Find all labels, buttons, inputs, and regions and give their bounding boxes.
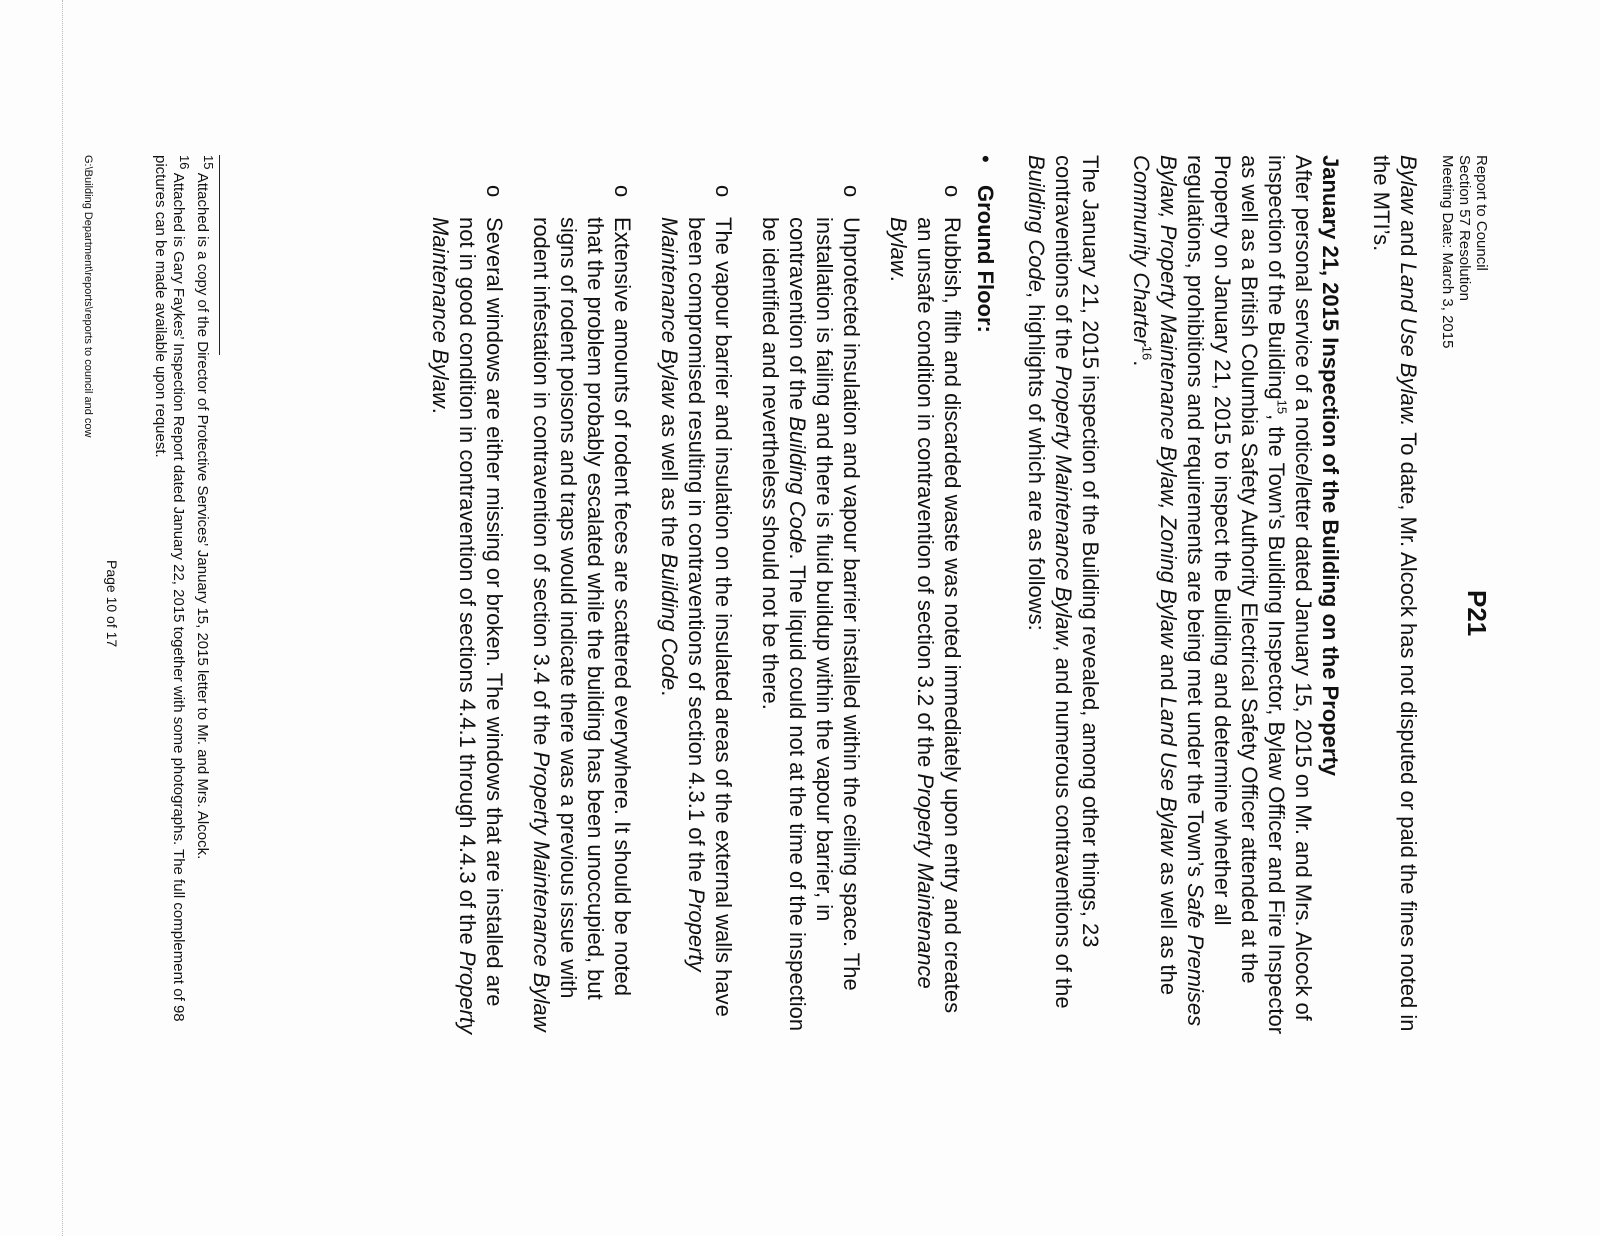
ground-floor-bullet bbox=[972, 155, 999, 1035]
list-item-text bbox=[427, 217, 508, 1035]
page-number: Page 10 of 17 bbox=[104, 560, 120, 648]
header-line-meeting-date: Meeting Date: March 3, 2015 bbox=[1439, 155, 1456, 349]
item-text: Rubbish, filth and discarded waste was noted immediately upon entry and creates an unsafe condition in contravention of section 3.2 of the bbox=[913, 217, 965, 1014]
charter-ref: Community Charter bbox=[1129, 155, 1154, 346]
header-line-section: Section 57 Resolution bbox=[1456, 155, 1473, 301]
bylaw-ref: Property Maintenance Bylaw bbox=[1051, 365, 1076, 646]
report-header bbox=[1439, 155, 1490, 348]
footnote-16 bbox=[151, 155, 192, 1035]
list-item-text bbox=[528, 217, 636, 1035]
sub-bullet-icon: o bbox=[940, 185, 965, 198]
document-body bbox=[407, 155, 1422, 1035]
footnote-text: Attached is Gary Faykes’ Inspection Report dated January 22, 2015 together with some photographs. The full complement of 98 pictures can be made available upon request. bbox=[152, 155, 187, 1022]
bylaw-ref: Land Use Bylaw bbox=[1156, 696, 1181, 856]
item-text: . The liquid could not at the time of the inspection be identified and nevertheless should not be there. bbox=[758, 217, 810, 1032]
sub-bullet-icon: o bbox=[839, 185, 864, 198]
ground-floor-title: Ground Floor: bbox=[973, 185, 998, 333]
item-text: as well as the bbox=[657, 407, 682, 554]
item-text: Unprotected insulation and vapour barrier installed within the ceiling space. The installation is failing and there is fluid buildup within the vapour barrier, in contravention of the bbox=[785, 217, 864, 991]
list-item-text bbox=[656, 217, 737, 1035]
code-ref: Building Code bbox=[1024, 155, 1049, 292]
paragraph-text: , highlights of which are as follows: bbox=[1024, 291, 1049, 631]
footnote-divider bbox=[219, 155, 220, 355]
list-item bbox=[528, 185, 636, 1035]
section-paragraph bbox=[1128, 155, 1344, 1035]
footnote-15 bbox=[193, 155, 216, 1035]
footnote-ref-16: 16 bbox=[1139, 345, 1155, 361]
file-path: G:\Building Department\reports\reports to council and cow bbox=[82, 155, 94, 438]
item-text: . bbox=[428, 407, 453, 414]
paragraph-text: After personal service of a notice/letter dated January 15, 2015 on Mr. and Mrs. Alcock of inspection of the Building bbox=[1264, 155, 1316, 1021]
footnotes bbox=[145, 155, 220, 1035]
item-text: Extensive amounts of rodent feces are scattered everywhere. It should be noted that the problem probably escalated while the building has been unoccupied, but signs of rodent poisons and traps would indicate there was a previous issue with rodent infestation in contravention of section 3.4 of the bbox=[529, 217, 635, 1000]
findings-paragraph bbox=[1023, 155, 1104, 1035]
code-ref: Building Code bbox=[785, 416, 810, 554]
paragraph-text: , and numerous contraventions of the bbox=[1051, 645, 1076, 1009]
list-item bbox=[427, 185, 508, 1035]
section-heading: January 21, 2015 Inspection of the Building on the Property bbox=[1318, 155, 1343, 777]
paragraph-text: as well as the bbox=[1156, 855, 1181, 996]
item-text: . bbox=[657, 690, 682, 697]
bylaw-ref: Property Maintenance Bylaw bbox=[428, 217, 480, 1034]
sub-bullet-icon: o bbox=[711, 185, 736, 198]
item-text: . bbox=[886, 275, 911, 282]
item-text: Several windows are either missing or broken. The windows that are installed are not in good condition in contravention of sections 4.4.1 through 4.4.3 of the bbox=[455, 217, 507, 1007]
bylaw-ref: Property Maintenance Bylaw bbox=[657, 217, 709, 972]
list-item bbox=[656, 185, 737, 1035]
intro-paragraph bbox=[1368, 155, 1422, 1035]
intro-land-use-ref: Land Use Bylaw. bbox=[1396, 262, 1421, 427]
intro-text: To date, Mr. Alcock has not disputed or paid the fines noted in the MTI’s. bbox=[1369, 155, 1421, 1032]
bylaw-ref: Property Maintenance Bylaw bbox=[886, 217, 938, 989]
header-line-report: Report to Council bbox=[1473, 155, 1490, 271]
scan-edge-divider bbox=[62, 0, 63, 1236]
list-item-text bbox=[885, 217, 966, 1035]
intro-bylaw-ref: Bylaw bbox=[1396, 155, 1421, 214]
paragraph-text: The January 21, 2015 inspection of the Building revealed, among other things, 23 contraventions of the bbox=[1051, 155, 1103, 948]
ground-floor-list bbox=[427, 185, 966, 1035]
sub-bullet-icon: o bbox=[610, 185, 635, 198]
footnote-ref-15: 15 bbox=[1274, 399, 1290, 415]
item-text: The vapour barrier and insulation on the insulated areas of the external walls have been compromised resulting in contraventions of section 4.3.1 of the bbox=[684, 217, 736, 1017]
paragraph-text: , the Town’s Building Inspector, Bylaw Officer and Fire Inspector as well as a British Columbia Safety Authority Electrical Safety Officer attended at the Property on January 21, 2015 to inspect the Building and determine whether all regulations, prohibitions and requirements are being met under the Town’s bbox=[1183, 155, 1289, 1035]
code-ref: Building Code bbox=[657, 553, 682, 691]
bullet-icon: • bbox=[973, 155, 998, 163]
list-item bbox=[885, 185, 966, 1035]
page-label: P21 bbox=[1462, 590, 1492, 637]
paragraph-text: . bbox=[1129, 360, 1154, 367]
bylaw-ref: Property Maintenance Bylaw bbox=[529, 751, 554, 1032]
paragraph-text: and bbox=[1156, 647, 1181, 697]
bylaw-ref: Safe Premises Bylaw, Property Maintenance Bylaw, Zoning Bylaw bbox=[1156, 155, 1208, 1027]
sub-bullet-icon: o bbox=[482, 185, 507, 198]
list-item bbox=[757, 185, 865, 1035]
list-item-text bbox=[757, 217, 865, 1035]
footnote-number: 16 bbox=[177, 155, 192, 170]
footnote-number: 15 bbox=[201, 155, 216, 170]
intro-text: and bbox=[1396, 213, 1421, 263]
footnote-text: Attached is a copy of the Director of Protective Services’ January 15, 2015 letter to Mr. and Mrs. Alcock. bbox=[194, 169, 211, 860]
